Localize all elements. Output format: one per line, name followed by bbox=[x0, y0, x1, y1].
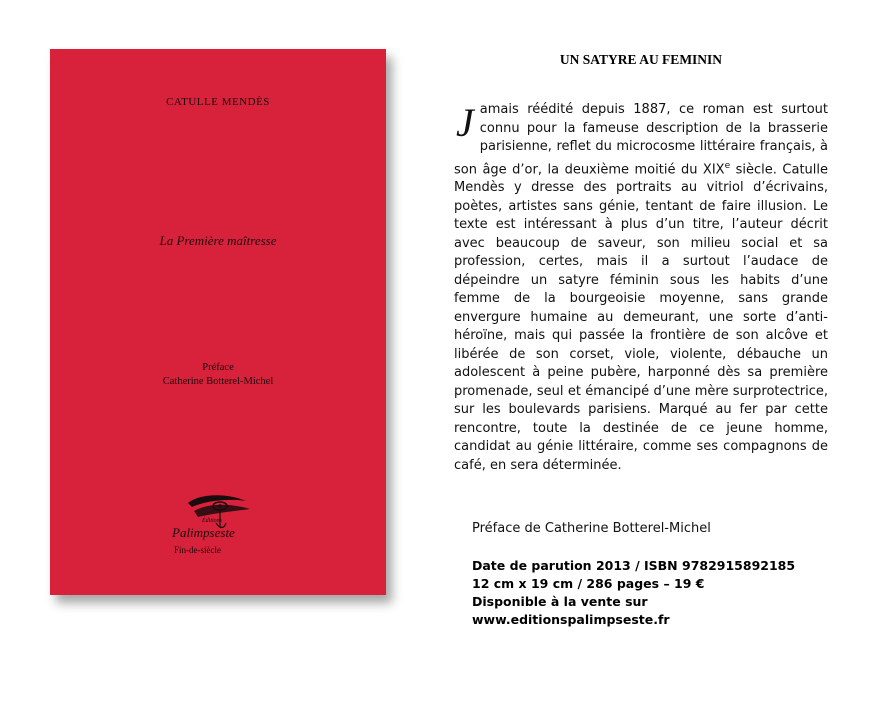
publication-date-isbn: Date de parution 2013 / ISBN 9782915892185 bbox=[472, 558, 796, 573]
book-cover bbox=[50, 49, 386, 595]
century-superscript: e bbox=[724, 160, 731, 171]
cover-publisher-small: Éditions bbox=[202, 518, 223, 524]
website-link[interactable]: www.editionspalimpseste.fr bbox=[472, 612, 670, 627]
preface-credit: Préface de Catherine Botterel-Michel bbox=[472, 521, 711, 536]
body-rest: siècle. Catulle Mendès y dresse des portraits au vitriol d’écrivains, poètes, artistes sans génie, tentant de faire illusion. Le texte est intéressant à plus d’un titre, l’auteur décrit avec beaucoup de saveur, son milieu social et sa profession, certes, mais il a surtout l’audace de dépeindre un satyre féminin sous les habits d’une femme de la bourgeoisie moyenne, sans grande envergure humaine au demeurant, une sorte d’anti-héroïne, mais qui passée la frontière de son alcôve et libérée de son corset, viole, violente, débauche un adolescent à peine pubère, harponné dès sa première promenade, seul et émancipé d’une mère surprotectrice, sur les boulevards parisiens. Marqué au fer par cette rencontre, toute la destinée de ce jeune homme, candidat au génie littéraire, comme ses compagnons de café, en sera déterminée. bbox=[454, 161, 829, 473]
cover-title: La Première maîtresse bbox=[159, 233, 277, 248]
body-intro: amais réédité depuis 1887, ce roman est surtout connu pour la fameuse description de la brasserie parisienne, reflet du microcosme littéraire français, à son âge d’or, la deuxième moitié du XIX bbox=[454, 102, 828, 177]
cover-preface-label: Préface bbox=[202, 362, 234, 373]
cover-collection: Fin-de-siècle bbox=[174, 545, 221, 555]
cover-preface-author: Catherine Botterel-Michel bbox=[162, 376, 274, 387]
description-paragraph bbox=[454, 101, 828, 475]
cover-author: CATULLE MENDÈS bbox=[166, 96, 270, 108]
drop-cap: J bbox=[456, 100, 474, 145]
publication-info bbox=[472, 557, 795, 629]
cover-preface bbox=[50, 361, 386, 389]
format-price: 12 cm x 19 cm / 286 pages – 19 € bbox=[472, 576, 705, 591]
page-title: UN SATYRE AU FEMININ bbox=[559, 52, 723, 67]
cover-publisher: Palimpseste bbox=[172, 525, 235, 540]
availability-text: Disponible à la vente sur bbox=[472, 594, 648, 609]
